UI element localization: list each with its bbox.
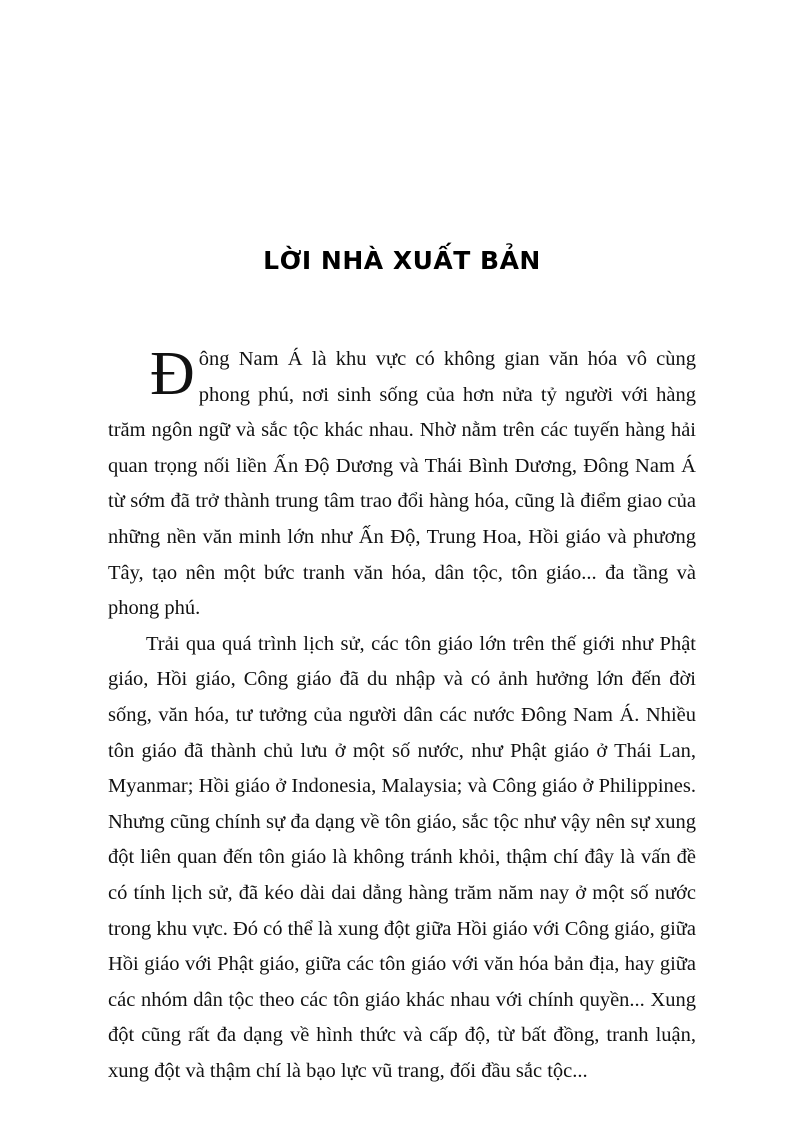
- page-title: LỜI NHÀ XUẤT BẢN: [263, 246, 541, 275]
- drop-cap: Đ: [150, 340, 195, 408]
- page-content: [108, 246, 696, 1089]
- paragraph-2: [108, 627, 696, 1090]
- paragraph-1-text: ông Nam Á là khu vực có không gian văn hóa vô cùng phong phú, nơi sinh sống của hơn nửa tỷ người với hàng trăm ngôn ngữ và sắc tộc khác nhau. Nhờ nằm trên các tuyến hàng hải quan trọng nối liền Ấn Độ Dương và Thái Bình Dương, Đông Nam Á từ sớm đã trở thành trung tâm trao đổi hàng hóa, cũng là điểm giao của những nền văn minh lớn như Ấn Độ, Trung Hoa, Hồi giáo và phương Tây, tạo nên một bức tranh văn hóa, dân tộc, tôn giáo... đa tầng và phong phú.: [108, 348, 696, 620]
- paragraph-1: [108, 342, 696, 627]
- paragraph-2-text: Trải qua quá trình lịch sử, các tôn giáo lớn trên thế giới như Phật giáo, Hồi giáo, Công giáo đã du nhập và có ảnh hưởng lớn đến đời sống, văn hóa, tư tưởng của người dân các nước Đông Nam Á. Nhiều tôn giáo đã thành chủ lưu ở một số nước, như Phật giáo ở Thái Lan, Myanmar; Hồi giáo ở Indonesia, Malaysia; và Công giáo ở Philippines. Nhưng cũng chính sự đa dạng về tôn giáo, sắc tộc như vậy nên sự xung đột liên quan đến tôn giáo là không tránh khỏi, thậm chí đây là vấn đề có tính lịch sử, đã kéo dài dai dẳng hàng trăm năm nay ở một số nước trong khu vực. Đó có thể là xung đột giữa Hồi giáo với Công giáo, giữa Hồi giáo với Phật giáo, giữa các tôn giáo với văn hóa bản địa, hay giữa các nhóm dân tộc theo các tôn giáo khác nhau với chính quyền... Xung đột cũng rất đa dạng về hình thức và cấp độ, từ bất đồng, tranh luận, xung đột và thậm chí là bạo lực vũ trang, đối đầu sắc tộc...: [108, 632, 696, 1082]
